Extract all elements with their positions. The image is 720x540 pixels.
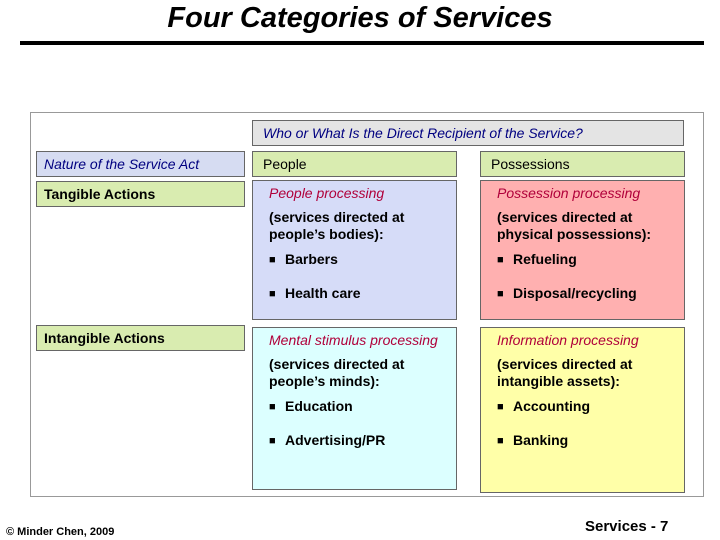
cell-description: (services directed at intangible assets): [497,356,633,389]
cell-description: (services directed at physical possessions): [497,209,652,242]
bullet-square-icon: ■ [269,254,276,266]
cell-people-processing [252,180,457,320]
bullet-item: ■ Banking [497,432,569,448]
bullet-item: ■ Refueling [497,251,577,267]
cell-possession-processing [480,180,685,320]
bullet-list [269,251,446,303]
bullet-square-icon: ■ [497,435,504,447]
slide-title: Four Categories of Services [167,2,553,34]
bullet-item: ■ Disposal/recycling [497,285,637,301]
bullet-list [497,251,674,303]
page-number-footer: Services - 7 [585,518,669,535]
cell-title: People processing [269,185,385,201]
cell-title: Information processing [497,332,639,348]
copyright-footer: © Minder Chen, 2009 [6,526,115,538]
bullet-item: ■ Advertising/PR [269,432,386,448]
bullet-item: ■ Education [269,398,353,414]
bullet-list [497,398,674,450]
bullet-square-icon: ■ [497,401,504,413]
bullet-item: ■ Health care [269,285,361,301]
column-header-possessions: Possessions [480,151,685,177]
cell-mental-stimulus-processing [252,327,457,490]
bullet-square-icon: ■ [269,435,276,447]
title-underline [20,41,704,45]
row-header-tangible: Tangible Actions [36,181,245,207]
cell-description: (services directed at people’s minds): [269,356,405,389]
bullet-square-icon: ■ [497,254,504,266]
bullet-item: ■ Accounting [497,398,590,414]
recipient-question-header: Who or What Is the Direct Recipient of the Service? [252,120,684,146]
cell-title: Possession processing [497,185,641,201]
column-header-people: People [252,151,457,177]
bullet-square-icon: ■ [269,288,276,300]
nature-of-service-header: Nature of the Service Act [36,151,245,177]
bullet-square-icon: ■ [269,401,276,413]
bullet-list [269,398,446,450]
row-header-intangible: Intangible Actions [36,325,245,351]
cell-title: Mental stimulus processing [269,332,438,348]
cell-information-processing [480,327,685,493]
bullet-item: ■ Barbers [269,251,338,267]
cell-description: (services directed at people’s bodies): [269,209,405,242]
bullet-square-icon: ■ [497,288,504,300]
